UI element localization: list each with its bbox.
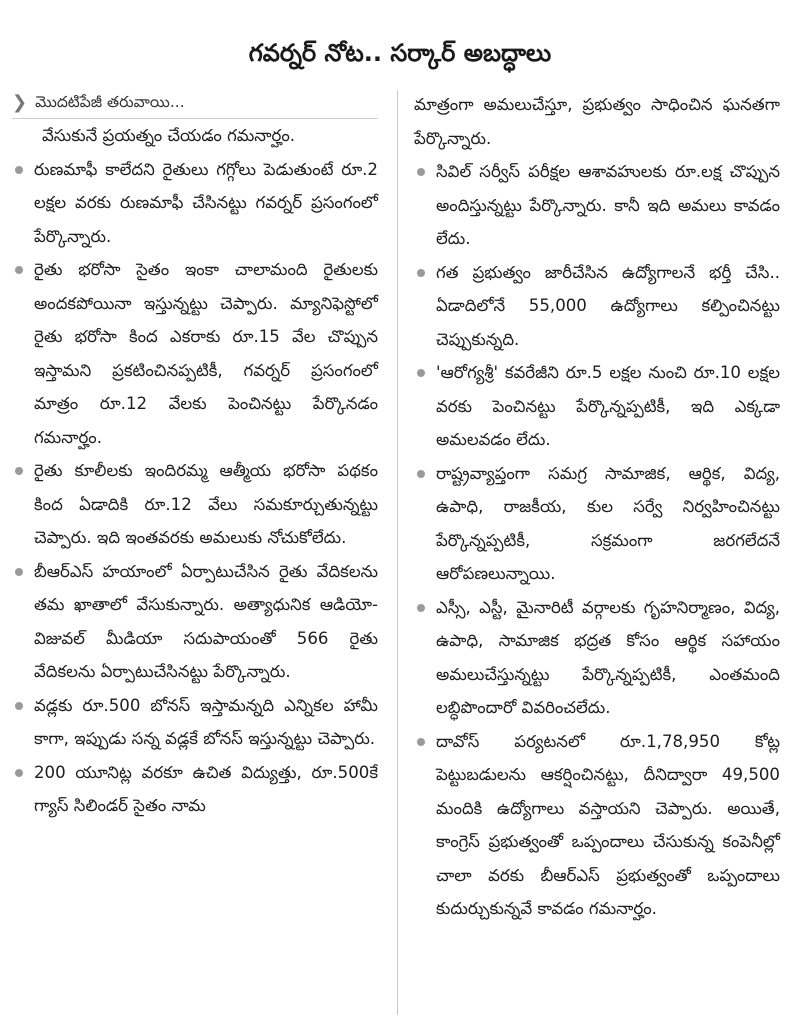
- bullet-free-electricity: 200 యూనిట్ల వరకూ ఉచిత విద్యుత్తు, రూ.500కే గ్యాస్ సిలిండర్ సైతం నామ: [12, 756, 378, 823]
- bullet-rythu-vedikas: బీఆర్ఎస్ హయాంలో ఏర్పాటుచేసిన రైతు వేదికలను తమ ఖాతాలో వేసుకున్నారు. అత్యాధునిక ఆడియో-విజువల్ మీడియా సదుపాయంతో 566 రైతు వేదికలను ఏర్పాటుచేసినట్టు పేర్కొన్నారు.: [12, 555, 378, 689]
- continuation-paragraph: మాత్రంగా అమలుచేస్తూ, ప్రభుత్వం సాధించిన ఘనతగా పేర్కొన్నారు.: [414, 95, 780, 148]
- bullet-rythu-bharosa: రైతు భరోసా సైతం ఇంకా చాలామంది రైతులకు అందకపోయినా ఇస్తున్నట్టు చెప్పారు. మ్యానిఫెస్టోలో రైతు భరోసా కింద ఎకరాకు రూ.15 వేల చొప్పున ఇస్తామని ప్రకటించినప్పటికీ, గవర్నర్ ప్రసంగంలో మాత్రం రూ.12 వేలకు పెంచినట్టు పేర్కొనడం గమనార్హం.: [12, 253, 378, 454]
- bullet-caste-survey: రాష్ట్రవ్యాప్తంగా సమగ్ర సామాజిక, ఆర్థిక, విద్య, ఉపాధి, రాజకీయ, కుల సర్వే నిర్వహించినట్టు పేర్కొన్నప్పటికీ, సక్రమంగా జరగలేదనే ఆరోపణలున్నాయి.: [414, 457, 780, 591]
- headline: గవర్నర్ నోట.. సర్కార్ అబద్ధాలు: [248, 39, 552, 68]
- bullet-davos: దావోస్ పర్యటనలో రూ.1,78,950 కోట్ల పెట్టుబడులను ఆకర్షించినట్టు, దీనిద్వారా 49,500 మందికి ఉద్యోగాలు వస్తాయని చెప్పారు. అయితే, కాంగ్రెస్ ప్రభుత్వంతో ఒప్పందాలు చేసుకున్న కంపెనీల్లో చాలా వరకు బీఆర్ఎస్ ప్రభుత్వంతో ఒప్పందాలు కుదుర్చుకున్నవే కావడం గమనార్హం.: [414, 725, 780, 926]
- bullet-paddy-bonus: వడ్లకు రూ.500 బోనస్ ఇస్తామన్నది ఎన్నికల హామీ కాగా, ఇప్పుడు సన్న వడ్లకే బోనస్ ఇస్తున్నట్టు చెప్పారు.: [12, 689, 378, 756]
- intro-paragraph: వేసుకునే ప్రయత్నం చేయడం గమనార్హం.: [42, 126, 296, 145]
- bullet-aarogyasri: 'ఆరోగ్యశ్రీ' కవరేజీని రూ.5 లక్షల నుంచి రూ.10 లక్షల వరకు పెంచినట్టు పేర్కొన్నప్పటికీ, ఇది ఎక్కడా అమలవడం లేదు.: [414, 356, 780, 457]
- bullet-welfare-sc-st: ఎస్సీ, ఎస్టీ, మైనారిటీ వర్గాలకు గృహనిర్మాణం, విద్య, ఉపాధి, సామాజిక భద్రత కోసం ఆర్థిక సహాయం అమలుచేస్తున్నట్టు పేర్కొన్నప్పటికీ, ఎంతమంది లబ్ధిపొందారో వివరించలేదు.: [414, 591, 780, 725]
- kicker-rule: [12, 118, 378, 119]
- column-divider: [397, 90, 398, 1015]
- chevron-right-icon: ❯: [12, 91, 28, 113]
- bullet-farm-labourers: రైతు కూలీలకు ఇందిరమ్మ ఆత్మీయ భరోసా పథకం కింద ఏడాదికి రూ.12 వేలు సమకూర్చుతున్నట్టు చెప్పారు. ఇది ఇంతవరకు అమలుకు నోచుకోలేదు.: [12, 454, 378, 555]
- bullet-loan-waiver: రుణమాఫీ కాలేదని రైతులు గగ్గోలు పెడుతుంటే రూ.2 లక్షల వరకు రుణమాఫీ చేసినట్టు గవర్నర్ ప్రసంగంలో పేర్కొన్నారు.: [12, 153, 378, 254]
- left-column: [12, 86, 378, 823]
- bullet-jobs: గత ప్రభుత్వం జారీచేసిన ఉద్యోగాలనే భర్తీ చేసి.. ఏడాదిలోనే 55,000 ఉద్యోగాలు కల్పించినట్టు చెప్పుకున్నది.: [414, 256, 780, 357]
- continued-from-front-page: [12, 86, 378, 119]
- bullet-civil-services: సివిల్ సర్వీస్ పరీక్షల ఆశావహులకు రూ.లక్ష చొప్పున అందిస్తున్నట్టు పేర్కొన్నారు. కానీ ఇది అమలు కావడం లేదు.: [414, 155, 780, 256]
- right-column: [414, 88, 780, 926]
- kicker-label: మొదటిపేజీ తరువాయి...: [35, 92, 185, 111]
